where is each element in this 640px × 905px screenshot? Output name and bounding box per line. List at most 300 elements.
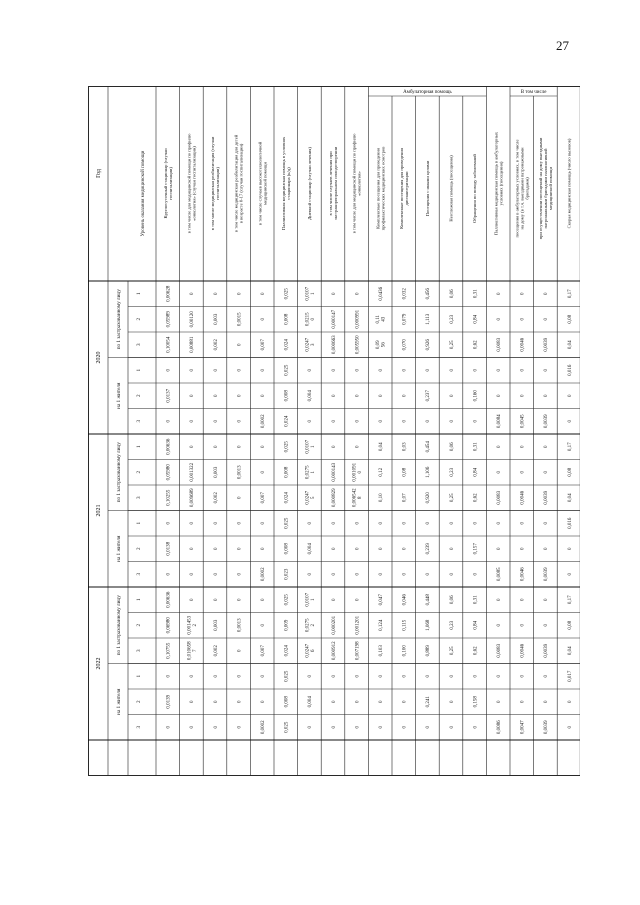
table-cell-text: 0 (355, 522, 361, 525)
table-cell-text: 0,103 (378, 645, 384, 657)
table-cell-text: 0 (426, 369, 432, 372)
table-cell-text: 0 (331, 573, 337, 576)
row-level (136, 675, 142, 678)
table-cell (214, 598, 219, 601)
table-cell (332, 598, 337, 601)
table-cell-text: 0,04 (567, 493, 573, 503)
table-cell (261, 522, 266, 525)
table-cell (379, 726, 384, 729)
row-level-text: 1 (135, 674, 142, 678)
table-cell (450, 726, 455, 729)
table-cell (237, 547, 242, 550)
table-cell (403, 313, 408, 325)
table-cell (426, 441, 431, 453)
table-cell (473, 289, 478, 298)
table-cell (497, 471, 502, 474)
column-header-17-text: при осуществлении посещений на дому выезднымипатронажными бригадами паллиативноймедицинской помощи (537, 137, 554, 240)
table-cell (285, 492, 290, 504)
table-cell-text: 0 (213, 394, 219, 397)
column-header-13-text: Неотложная помощь (посещения) (448, 155, 454, 222)
table-cell (285, 288, 290, 300)
table-cell (403, 619, 408, 631)
table-cell (353, 462, 364, 481)
table-cell-text: 0 (308, 522, 314, 525)
table-cell (187, 641, 198, 660)
table-cell-text: 0 (237, 547, 243, 550)
table-cell (355, 369, 360, 372)
table-cell-text: 0 (237, 343, 243, 346)
table-cell-text: 0 (544, 471, 550, 474)
table-cell (403, 594, 408, 606)
table-cell-text: 0,25 (449, 340, 455, 350)
table-cell (568, 700, 573, 703)
table-cell (190, 522, 195, 525)
table-cell (261, 318, 266, 321)
row-level (136, 624, 142, 627)
column-header-8-text: в том числе случаев лечения приэкстракорпоральном оплодотворении (328, 146, 339, 221)
table-cell-text: 0,003 (213, 313, 219, 325)
table-cell (190, 700, 195, 703)
table-cell-text: 1,068 (426, 619, 432, 631)
table-cell-text: 0 (402, 547, 408, 550)
table-cell-text: 0 (166, 522, 172, 525)
table-cell-text: 0 (426, 522, 432, 525)
table-cell-text: 0 (567, 726, 573, 729)
table-cell-text: 0 (331, 420, 337, 423)
table-cell-text: 0,017 (567, 670, 573, 682)
table-cell (214, 369, 219, 372)
table-cell (355, 615, 360, 634)
table-cell (261, 675, 266, 678)
table-cell-text: 0,0137 (166, 388, 172, 403)
table-cell (403, 442, 408, 451)
table-cell (355, 522, 360, 525)
table-cell (261, 339, 266, 351)
year-label (96, 505, 102, 517)
table-cell-text: 0 (237, 726, 243, 729)
table-cell (450, 646, 455, 655)
table-cell-text: 0,06980 (166, 617, 172, 634)
table-cell (379, 394, 384, 397)
table-cell-text: 0,000829 (331, 488, 337, 508)
table-cell (473, 675, 478, 678)
table-cell-text: 0 (378, 369, 384, 372)
table-cell (379, 467, 384, 476)
column-header-11 (399, 147, 409, 229)
table-cell-text: 0,0039 (544, 567, 550, 582)
table-cell-text: 0,002 (213, 339, 219, 351)
table-cell (568, 670, 573, 682)
table-cell (355, 675, 360, 678)
table-cell-text: 0,10755 (166, 642, 172, 659)
table-cell (214, 339, 219, 351)
table-cell-text: 0 (213, 675, 219, 678)
table-cell-text: 0 (190, 573, 196, 576)
table-cell (167, 464, 172, 481)
table-cell-text: 0,025 (284, 364, 290, 376)
table-cell (167, 336, 172, 353)
table-cell (497, 567, 502, 581)
table-cell-text: 0 (331, 522, 337, 525)
table-cell-text: 0 (355, 369, 361, 372)
column-header-9-text: в том числе для медицинской помощи по профилю«онкология» (351, 133, 362, 234)
table-cell (426, 573, 431, 576)
table-cell (521, 700, 526, 703)
table-cell-text: 0,10054 (166, 336, 172, 353)
row-level-text: 1 (135, 292, 142, 296)
table-cell (237, 445, 242, 448)
table-cell-text: 0 (520, 598, 526, 601)
table-cell (261, 720, 266, 734)
table-cell (214, 726, 219, 729)
table-cell-text: 0,03 (402, 442, 408, 452)
table-cell (190, 394, 195, 397)
table-cell-text: 0 (449, 420, 455, 423)
table-cell-text: 0 (567, 420, 573, 423)
table-cell (308, 696, 313, 708)
table-cell (355, 598, 360, 601)
table-cell (332, 700, 337, 703)
table-cell (568, 420, 573, 423)
table-cell (450, 522, 455, 525)
table-cell-text: 0,04 (567, 340, 573, 350)
table-cell (237, 726, 242, 729)
table-cell-text: 0,08 (402, 467, 408, 477)
table-cell-text: 0,002 (213, 645, 219, 657)
table-cell (167, 369, 172, 372)
column-header-3 (210, 136, 220, 230)
table-cell (190, 726, 195, 729)
table-cell (426, 492, 431, 504)
table-cell (544, 445, 549, 448)
level-header (141, 150, 146, 236)
table-cell (450, 620, 455, 629)
table-cell (521, 547, 526, 550)
table-cell (285, 568, 290, 580)
table-cell-text: 0 (449, 726, 455, 729)
table-cell (379, 594, 384, 606)
table-cell-text: 0,25 (449, 493, 455, 503)
table-cell (308, 522, 313, 525)
table-cell-text: 0 (402, 420, 408, 423)
table-cell (214, 420, 219, 423)
table-cell-text: 0 (567, 573, 573, 576)
table-cell-text: 0 (520, 624, 526, 627)
table-cell-text: 0,454 (426, 441, 432, 453)
table-cell-text: 0,889 (426, 645, 432, 657)
group-label-text: по 1 застрахованному лицу (115, 595, 122, 656)
table-cell-text: 0 (426, 573, 432, 576)
table-cell (308, 543, 313, 555)
table-cell-text: 0,024 (284, 645, 290, 657)
table-cell (450, 467, 455, 476)
table-svg (88, 86, 580, 776)
column-header-1 (163, 148, 173, 219)
table-cell-text: 0 (166, 573, 172, 576)
row-level-text: 2 (135, 317, 142, 321)
table-cell-text: 0 (449, 522, 455, 525)
group-label (116, 289, 122, 349)
table-cell (403, 573, 408, 576)
group-including-label: В том числе (520, 90, 547, 95)
table-cell (190, 336, 195, 353)
table-cell-text: 0,08 (567, 314, 573, 324)
table-cell (473, 442, 478, 451)
table-cell-text: 0 (237, 292, 243, 295)
table-cell (167, 541, 172, 555)
table-cell (473, 543, 478, 555)
table-cell-text: 0,0045 (520, 414, 526, 429)
table-cell-text: 0 (544, 598, 550, 601)
column-header-7 (307, 147, 312, 220)
table-cell-text: 0 (331, 547, 337, 550)
table-cell (355, 394, 360, 397)
table-cell-text: 0 (544, 522, 550, 525)
table-cell (167, 420, 172, 423)
table-cell (332, 335, 337, 354)
table-cell (379, 700, 384, 703)
table-cell-text: 0 (567, 394, 573, 397)
table-cell-text: 0,032 (402, 288, 408, 300)
table-cell-text: 0 (449, 547, 455, 550)
table-cell-text: 0,10 (378, 493, 384, 503)
table-cell-text: 0 (449, 573, 455, 576)
table-cell-text: 0 (237, 496, 243, 499)
row-level-text: 3 (135, 572, 142, 576)
table-cell (285, 415, 290, 427)
table-cell-text: 0 (378, 394, 384, 397)
table-cell (450, 595, 455, 604)
table-cell (544, 720, 549, 734)
table-cell-text: 0 (378, 700, 384, 703)
table-cell-text: 0,0039 (544, 337, 550, 352)
table-cell-text: 0,10255 (166, 489, 172, 506)
table-cell-text: 0,000663 (331, 335, 337, 355)
row-level-text: 3 (135, 343, 142, 347)
table-cell (190, 420, 195, 423)
year-label (96, 352, 102, 364)
group-label-text: по 1 застрахованному лицу (115, 289, 122, 350)
table-cell-text: 0 (260, 292, 266, 295)
table-cell (403, 394, 408, 397)
table-cell (544, 394, 549, 397)
table-cell-text: 0,02473 (305, 337, 316, 352)
table-cell-text: 0,0139 (166, 694, 172, 709)
table-cell-text: 0 (402, 726, 408, 729)
table-cell-text: 0,016 (567, 364, 573, 376)
table-cell-text: 0 (213, 598, 219, 601)
table-cell (544, 292, 549, 295)
table-cell (544, 567, 549, 581)
table-cell-text: 0,001322 (190, 462, 196, 482)
rotated-data-table (88, 86, 580, 776)
table-cell (497, 414, 502, 428)
table-cell (450, 369, 455, 372)
table-cell (285, 441, 290, 453)
table-cell-text: 0,12 (378, 467, 384, 477)
table-cell (332, 675, 337, 678)
row-level (136, 471, 142, 474)
table-cell-text: 0,0106587 (187, 641, 198, 661)
table-cell-text: 0 (355, 598, 361, 601)
table-cell-text: 0 (496, 318, 502, 321)
row-level (136, 496, 142, 499)
table-cell-text: 0,62 (473, 493, 479, 503)
table-cell-text: 0 (190, 445, 196, 448)
table-cell (261, 445, 266, 448)
table-cell-text: 0 (355, 445, 361, 448)
table-cell (332, 420, 337, 423)
table-cell-text: 0,025 (284, 441, 290, 453)
table-cell-text: 0 (190, 598, 196, 601)
table-cell (285, 619, 290, 631)
table-cell (426, 675, 431, 678)
table-cell (544, 522, 549, 525)
table-cell (450, 420, 455, 423)
column-header-10-text: Комплексные посещения для проведенияпрофилактических медицинских осмотров (375, 146, 386, 231)
table-cell (214, 466, 219, 478)
table-cell (285, 594, 290, 606)
table-cell-text: 0 (190, 292, 196, 295)
table-cell-text: 0,160 (473, 390, 479, 402)
table-cell-text: 0 (544, 624, 550, 627)
table-cell-text: 0 (213, 522, 219, 525)
column-header-2-text: в том числе для медицинской помощи по профилю«онкология» (случаи госпитализации) (186, 133, 197, 234)
table-cell (237, 465, 242, 479)
group-label-text: по 1 застрахованному лицу (115, 442, 122, 503)
table-cell-text: 0 (567, 700, 573, 703)
row-level-text: 2 (135, 700, 142, 704)
table-cell (285, 696, 290, 708)
row-level (136, 369, 142, 372)
table-cell-text: 0 (520, 700, 526, 703)
table-cell-text: 0 (166, 675, 172, 678)
table-cell (285, 313, 290, 325)
table-cell-text: 0 (355, 726, 361, 729)
table-cell-text: 0 (473, 573, 479, 576)
table-cell (214, 445, 219, 448)
column-header-5-text: в том числе случаев высокотехнологичноймедицинской помощи (257, 141, 268, 226)
table-cell (305, 286, 316, 300)
table-cell (190, 598, 195, 601)
table-cell-text: 0 (496, 394, 502, 397)
table-cell (544, 598, 549, 601)
table-cell (332, 726, 337, 729)
table-cell (426, 339, 431, 351)
table-cell-text: 0,23 (449, 314, 455, 324)
table-cell-text: 0,0014532 (187, 615, 198, 635)
table-cell (261, 567, 266, 581)
table-cell (544, 700, 549, 703)
table-cell (355, 700, 360, 703)
table-cell (521, 624, 526, 627)
table-cell-text: 0,009689 (190, 488, 196, 508)
table-cell (305, 312, 316, 326)
table-cell (332, 292, 337, 295)
table-cell (544, 547, 549, 550)
table-cell (332, 309, 337, 328)
table-cell (403, 726, 408, 729)
table-cell-text: 0 (166, 420, 172, 423)
table-cell (426, 420, 431, 423)
table-cell (426, 369, 431, 372)
table-cell (332, 573, 337, 576)
table-cell (167, 311, 172, 328)
table-cell (403, 288, 408, 300)
table-cell-text: 0 (544, 318, 550, 321)
table-cell-text: 0,0002 (260, 720, 266, 735)
table-cell-text: 0,001201 (355, 615, 361, 635)
table-cell (521, 337, 526, 351)
table-cell-text: 0 (237, 573, 243, 576)
table-cell (261, 547, 266, 550)
table-cell (497, 720, 502, 734)
table-cell (426, 594, 431, 606)
table-cell-text: 0 (260, 369, 266, 372)
table-cell-text: 0 (520, 547, 526, 550)
row-level-text: 2 (135, 623, 142, 627)
table-cell (473, 726, 478, 729)
table-cell (355, 641, 360, 660)
table-cell (261, 700, 266, 703)
table-cell (355, 573, 360, 576)
table-cell-text: 0,047 (378, 594, 384, 606)
table-cell-text: 0,920 (426, 492, 432, 504)
table-cell (379, 442, 384, 451)
table-cell-text: 0,08 (567, 467, 573, 477)
table-cell-text: 0 (260, 700, 266, 703)
row-level-text: 1 (135, 368, 142, 372)
table-cell-text: 0,0086 (496, 720, 502, 735)
table-cell-text: 0,003 (213, 466, 219, 478)
table-cell-text: 0 (213, 292, 219, 295)
table-cell (261, 414, 266, 428)
table-cell (544, 643, 549, 657)
table-cell-text: 0,84 (473, 467, 479, 477)
table-cell (568, 467, 573, 476)
table-cell (497, 369, 502, 372)
table-cell (332, 522, 337, 525)
year-label (96, 658, 102, 670)
table-cell-text: 0,25 (449, 646, 455, 656)
row-level-text: 2 (135, 394, 142, 398)
table-cell (379, 369, 384, 372)
table-cell-text: 0 (237, 700, 243, 703)
table-cell-text: 0 (496, 624, 502, 627)
table-cell (497, 522, 502, 525)
table-cell (568, 547, 573, 550)
table-cell-text: 0,000143 (331, 462, 337, 482)
table-cell-text: 0 (213, 445, 219, 448)
table-cell-text: 0 (449, 369, 455, 372)
table-cell (261, 598, 266, 601)
table-cell-text: 0,06 (449, 595, 455, 605)
table-cell-text: 1,106 (426, 466, 432, 478)
table-cell-text: 0,0083 (496, 337, 502, 352)
row-level (136, 394, 142, 397)
table-cell-text: 0,84 (473, 314, 479, 324)
table-cell (426, 645, 431, 657)
table-cell-text: 0 (473, 420, 479, 423)
table-cell (353, 488, 364, 507)
table-cell-text: 0 (308, 420, 314, 423)
column-header-10 (375, 146, 385, 231)
table-cell-text: 0 (213, 700, 219, 703)
table-cell-text: 0,0436 (378, 286, 384, 301)
row-level-text: 3 (135, 649, 142, 653)
table-cell (190, 675, 195, 678)
row-level (136, 420, 142, 423)
